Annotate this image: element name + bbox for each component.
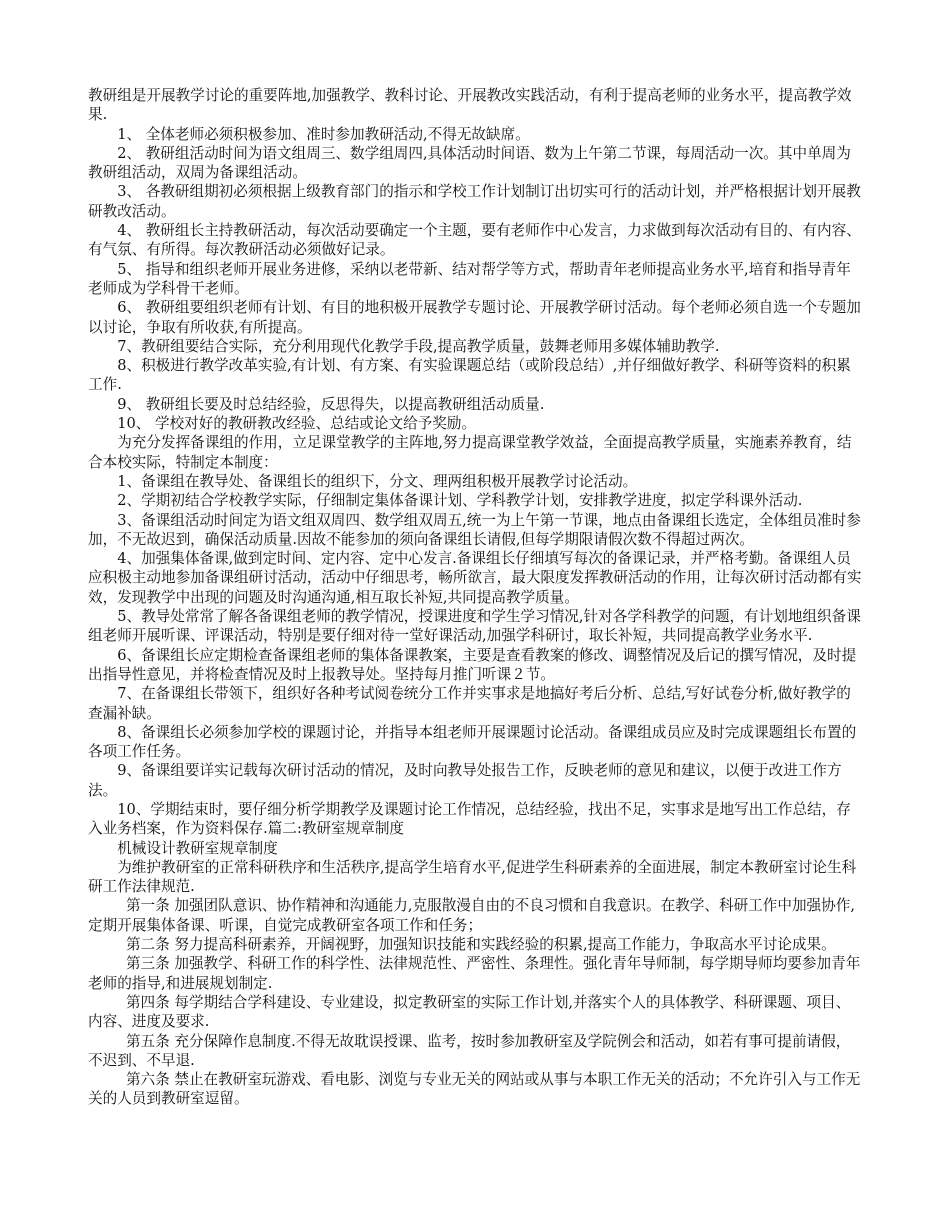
paragraph: 6、 教研组要组织老师有计划、有目的地积极开展教学专题讨论、开展教学研讨活动。每个老师必须自选一个专题加以讨论，争取有所收获,有所提高。 bbox=[88, 299, 861, 336]
paragraph: 6、备课组长应定期检查备课组老师的集体备课教案，主要是查看教案的修改、调整情况及后记的撰写情况，及时提出指导性意见，并将检查情况及时上报教导处。坚持每月推门听课２节。 bbox=[88, 646, 857, 683]
paragraph: 第二条 努力提高科研素养，开阔视野，加强知识技能和实践经验的积累,提高工作能力，争取高水平讨论成果。 bbox=[125, 936, 836, 954]
paragraph: 第三条 加强教学、科研工作的科学性、法律规范性、严密性、条理性。强化青年导师制，每学期导师均要参加青年老师的指导,和进展规划制定. bbox=[88, 955, 861, 992]
paragraph: 第一条 加强团队意识、协作精神和沟通能力,克服散漫自由的不良习惯和自我意识。在教学、科研工作中加强协作,定期开展集体备课、听课，自觉完成教研室各项工作和任务； bbox=[88, 897, 855, 934]
paragraph: 9、备课组要详实记载每次研讨活动的情况，及时向教导处报告工作，反映老师的意见和建议，以便于改进工作方法。 bbox=[88, 762, 842, 799]
paragraph: 10、学期结束时，要仔细分析学期教学及课题讨论工作情况，总结经验，找出不足，实事求是地写出工作总结，存入业务档案，作为资料保存.篇二:教研室规章制度 bbox=[88, 800, 851, 838]
paragraph: 8、积极进行教学改革实验,有计划、有方案、有实验课题总结（或阶段总结）,并仔细做好教学、科研等资料的积累工作. bbox=[88, 357, 851, 394]
paragraph: 为维护教研室的正常科研秩序和生活秩序,提高学生培育水平,促进学生科研素养的全面进展，制定本教研室讨论生科研工作法律规范. bbox=[88, 858, 857, 896]
paragraph: 10、 学校对好的教研教改经验、总结或论文给予奖励。 bbox=[117, 415, 477, 433]
paragraph: 第六条 禁止在教研室玩游戏、看电影、浏览与专业无关的网站或从事与本职工作无关的活动；不允许引入与工作无关的人员到教研室逗留。 bbox=[88, 1071, 861, 1108]
paragraph: 4、 教研组长主持教研活动，每次活动要确定一个主题，要有老师作中心发言，力求做到每次活动有目的、有内容、有气氛、有所得。每次教研活动必须做好记录。 bbox=[88, 222, 861, 259]
paragraph: 2、学期初结合学校教学实际，仔细制定集体备课计划、学科教学计划，安排教学进度，拟定学科课外活动. bbox=[117, 492, 803, 510]
paragraph: 5、 指导和组织老师开展业务进修，采纳以老带新、结对帮学等方式，帮助青年老师提高业务水平,培育和指导青年老师成为学科骨干老师。 bbox=[88, 260, 851, 297]
paragraph: 7、教研组要结合实际，充分利用现代化教学手段,提高教学质量，鼓舞老师用多媒体辅助教学. bbox=[117, 337, 720, 355]
paragraph: 教研组是开展教学讨论的重要阵地,加强教学、教科讨论、开展教改实践活动，有利于提高老师的业务水平，提高教学效果. bbox=[88, 87, 852, 124]
paragraph: 第四条 每学期结合学科建设、专业建设，拟定教研室的实际工作计划,并落实个人的具体教学、科研课题、项目、内容、进度及要求. bbox=[88, 993, 851, 1031]
paragraph: 为充分发挥备课组的作用，立足课堂教学的主阵地,努力提高课堂教学效益，全面提高教学质量，实施素养教育，结合本校实际，特制定本制度： bbox=[88, 434, 852, 471]
paragraph: 5、教导处常常了解各备课组老师的教学情况，授课进度和学生学习情况,针对各学科教学的问题，有计划地组织备课组老师开展听课、评课活动，特别是要仔细对待一堂好课活动,加强学科研讨，取长补短，共同提高教学业务水平. bbox=[88, 608, 861, 645]
paragraph: 9、 教研组长要及时总结经验，反思得失，以提高教研组活动质量. bbox=[117, 395, 545, 413]
paragraph: 4、加强集体备课,做到定时间、定内容、定中心发言.备课组长仔细填写每次的备课记录，并严格考勤。备课组人员应积极主动地参加备课组研讨活动，活动中仔细思考，畅所欲言，最大限度发挥教研活动的作用，让每次研讨活动都有实效，发现教学中出现的问题及时沟通沟通,相互取长补短,共同提高教学质量。 bbox=[88, 550, 862, 606]
paragraph: 8、备课组长必须参加学校的课题讨论，并指导本组老师开展课题讨论活动。备课组成员应及时完成课题组长布置的各项工作任务。 bbox=[88, 723, 857, 761]
paragraph: 1、备课组在教导处、备课组长的组织下，分文、理两组积极开展教学讨论活动。 bbox=[117, 472, 638, 490]
paragraph: 1、 全体老师必须积极参加、准时参加教研活动,不得无故缺席。 bbox=[117, 125, 530, 143]
paragraph: 3、备课组活动时间定为语文组双周四、数学组双周五,统一为上午第一节课，地点由备课组长选定，全体组员准时参加，不无故迟到，确保活动质量.因故不能参加的须向备课组长请假,但每学期限请假次数不得超过两次。 bbox=[88, 511, 861, 548]
paragraph: 7、在备课组长带领下，组织好各种考试阅卷统分工作并实事求是地搞好考后分析、总结,写好试卷分析,做好教学的查漏补缺。 bbox=[88, 685, 851, 722]
paragraph: 机械设计教研室规章制度 bbox=[117, 839, 278, 857]
paragraph: 2、 教研组活动时间为语文组周三、数学组周四,具体活动时间语、数为上午第二节课，每周活动一次。其中单周为教研组活动，双周为备课组活动。 bbox=[88, 144, 851, 182]
paragraph: 3、 各教研组期初必须根据上级教育部门的指示和学校工作计划制订出切实可行的活动计划，并严格根据计划开展教研教改活动。 bbox=[88, 183, 861, 220]
paragraph: 第五条 充分保障作息制度.不得无故耽误授课、监考，按时参加教研室及学院例会和活动，如若有事可提前请假，不迟到、不早退. bbox=[88, 1032, 851, 1069]
